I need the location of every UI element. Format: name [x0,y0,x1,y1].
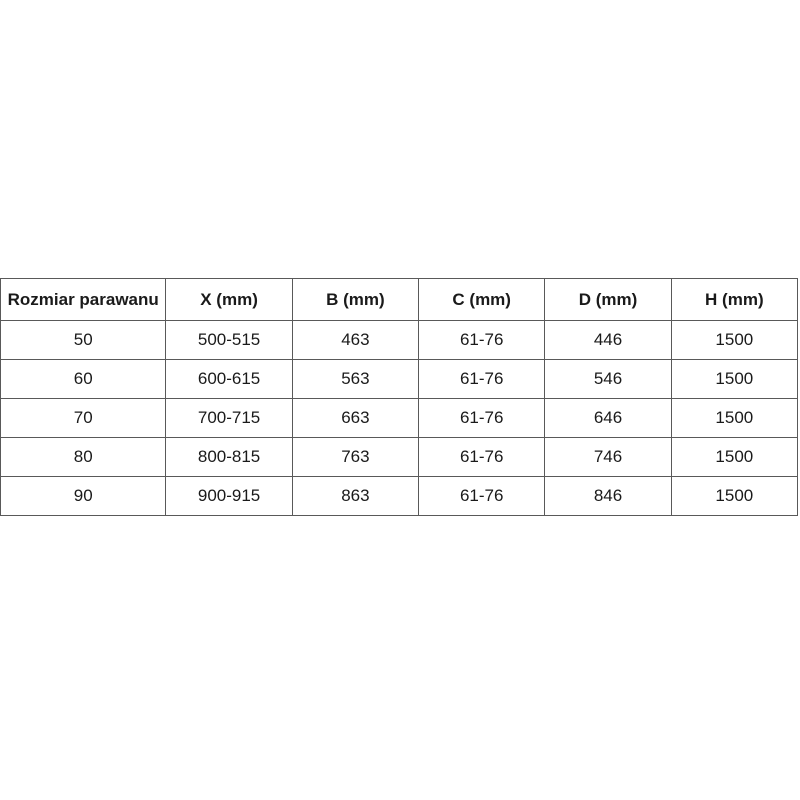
table-cell: 646 [545,399,671,438]
table-cell: 90 [1,477,166,516]
table-cell: 863 [292,477,418,516]
table-cell: 563 [292,360,418,399]
table-cell: 1500 [671,438,797,477]
table-cell: 800-815 [166,438,292,477]
table-header [1,279,798,321]
table-cell: 546 [545,360,671,399]
table-cell: 61-76 [419,360,545,399]
table-cell: 463 [292,321,418,360]
table-cell: 1500 [671,360,797,399]
table-cell: 663 [292,399,418,438]
table-cell: 500-515 [166,321,292,360]
table-cell: 1500 [671,399,797,438]
table-row [1,399,798,438]
table-cell: 846 [545,477,671,516]
table-cell: 1500 [671,477,797,516]
column-header: H (mm) [671,279,797,321]
table-body [1,321,798,516]
table-cell: 60 [1,360,166,399]
table-cell: 900-915 [166,477,292,516]
table-cell: 1500 [671,321,797,360]
table-cell: 700-715 [166,399,292,438]
spec-table [0,278,798,516]
table-cell: 61-76 [419,399,545,438]
table-row [1,360,798,399]
table-cell: 600-615 [166,360,292,399]
table-cell: 61-76 [419,477,545,516]
table-row [1,477,798,516]
table-cell: 80 [1,438,166,477]
column-header: D (mm) [545,279,671,321]
table-cell: 61-76 [419,321,545,360]
header-row [1,279,798,321]
table-cell: 61-76 [419,438,545,477]
table-cell: 70 [1,399,166,438]
table-cell: 446 [545,321,671,360]
table-cell: 746 [545,438,671,477]
column-header: B (mm) [292,279,418,321]
column-header: C (mm) [419,279,545,321]
table-cell: 763 [292,438,418,477]
column-header: Rozmiar parawanu [1,279,166,321]
table-cell: 50 [1,321,166,360]
column-header: X (mm) [166,279,292,321]
table-row [1,438,798,477]
table-row [1,321,798,360]
